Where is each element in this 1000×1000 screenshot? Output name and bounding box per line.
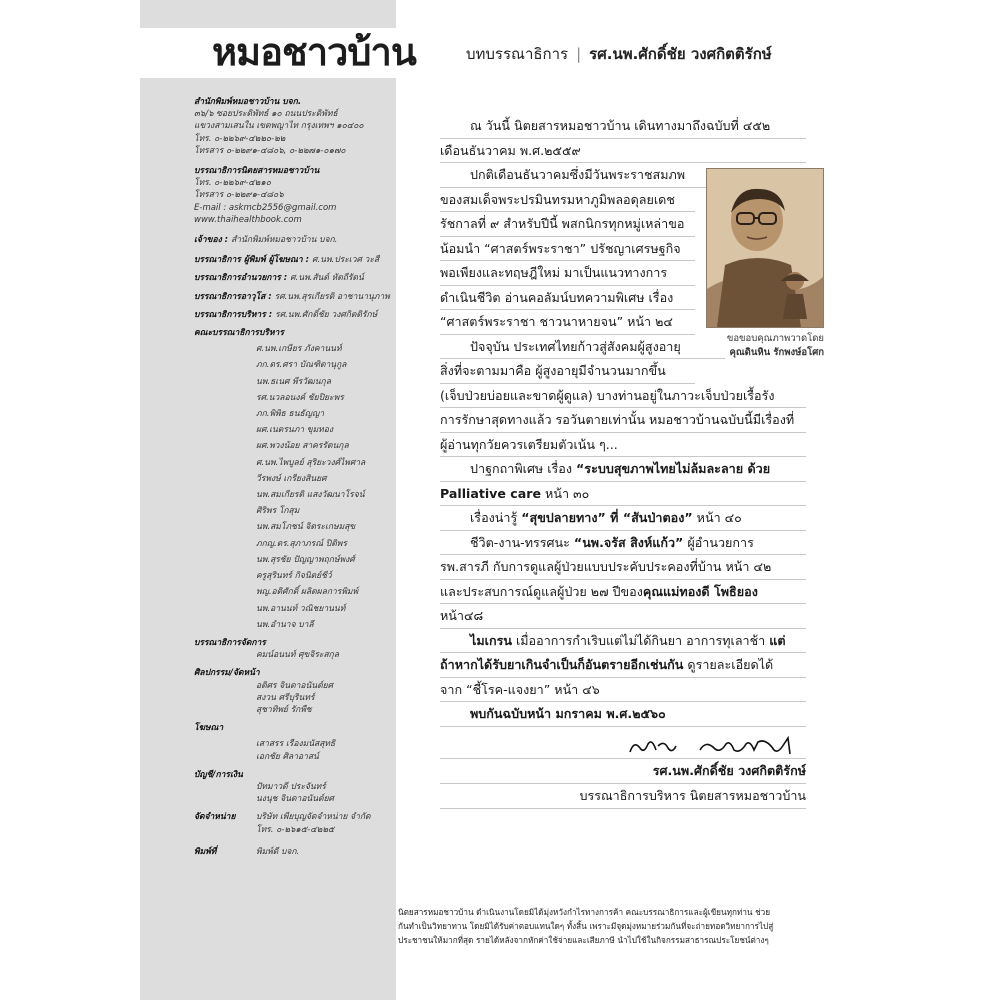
text-run: ปาฐกถาพิเศษ เรื่อง [470,461,577,476]
art-member: อติศร จินดาอนันต์ยศ [256,680,333,691]
role-label: บรรณาธิการบริหาร : [194,309,273,320]
paragraph-line: (เจ็บป่วยบ่อยและขาดผู้ดูแล) บางท่านอยู่ในภาวะเจ็บป่วยเรื้อรัง [440,384,806,409]
publisher-tel: โทร. ๐-๒๒๖๙-๔๒๒๐-๒๒ [194,133,286,144]
portrait-sketch [707,169,823,327]
paragraph-line: เดือนธันวาคม พ.ศ.๒๕๕๙ [440,139,806,164]
board-member: รศ.นวลอนงค์ ชัยปิยะพร [256,392,344,403]
role-row [194,254,394,266]
article-title-highlight: Palliative care [440,485,542,501]
text-run: ผู้อำนวยการ [683,534,754,550]
art-label: ศิลปกรรม/จัดหน้า [194,668,260,679]
signatory-title: บรรณาธิการบริหาร นิตยสารหมอชาวบ้าน [440,784,806,809]
role-value: รศ.นพ.ศักดิ์ชัย วงศกิตติรักษ์ [275,309,378,320]
paragraph-line [440,531,806,556]
footer-line: กันทำเป็นวิทยาทาน โดยมิได้รับค่าตอบแทนใดๆ ทั้งสิ้น เพราะมีจุดมุ่งหมายร่วมกันที่จะถ่ายทอดวิทยาการไปสู่ [398,921,774,931]
board-member: วีรพงษ์ เกรียงสินยศ [256,473,327,484]
header-divider: | [576,45,582,63]
board-member: ภก.ดร.ศรา บัณฑิตานุกูล [256,360,347,371]
board-member: นพ.สุรชัย ปัญญาพฤกษ์พงศ์ [256,554,355,565]
art-member: สงวน ศรีบุรินทร์ [256,692,315,703]
office-fax: โทรสาร ๐-๒๒๙๑-๔๘๐๖ [194,190,284,201]
board-member: ศิริพร โกสุม [256,506,300,517]
office-tel: โทร. ๐-๒๒๖๙-๔๒๑๐ [194,178,271,189]
masthead [194,96,394,858]
article-title-highlight: ไมเกรน [470,632,512,648]
role-row [194,272,394,284]
paragraph-line: ของสมเด็จพระปรมินทรมหาภูมิพลอดุลยเดช [440,188,695,213]
distribution-label: จัดจำหน่าย [194,812,236,823]
closing-line: พบกันฉบับหน้า มกราคม พ.ศ.๒๕๖๐ [440,702,806,727]
article-title-highlight: ถ้าหากได้รับยาเกินจำเป็นก็อันตรายอีกเช่นกัน [440,657,684,672]
publisher-address: แขวงสามเสนใน เขตพญาไท กรุงเทพฯ ๑๐๔๐๐ [194,121,364,132]
article-title-highlight: คุณแม่ทองดี โพธิยอง [642,583,758,599]
paragraph-line: รัชกาลที่ ๙ สำหรับปีนี้ พสกนิกรทุกหมู่เหล่าขอ [440,212,695,237]
paragraph-line: ผู้อ่านทุกวัยควรเตรียมตัวเน้น ๆ... [440,433,806,458]
footer-note [398,905,810,947]
publisher-fax: โทรสาร ๐-๒๒๙๑-๔๘๐๖, ๐-๒๒๗๑-๐๑๗๐ [194,145,346,156]
board-member: นพ.ธเนศ พีรวัฒนกุล [256,376,331,387]
distribution-value: บริษัท เพียบุญจัดจำหน่าย จำกัด [256,812,371,823]
board-member: นพ.สมเกียรติ แสงวัฒนาโรจน์ [256,490,365,501]
caption-credit: ขอขอบคุณภาพวาดโดย [726,333,824,344]
footer-line: นิตยสารหมอชาวบ้าน ดำเนินงานโดยมิได้มุ่งหวังกำไรทางการค้า คณะบรรณาธิการและผู้เขียนทุกท่าน ช่วย [398,907,771,917]
paragraph-line [440,653,806,678]
role-value: ศ.นพ.สันต์ หัตถีรัตน์ [290,273,364,284]
editorial-author: รศ.นพ.ศักดิ์ชัย วงศกิตติรักษ์ [589,45,772,63]
art-member: สุชาทิพย์ รักพืช [256,704,312,715]
board-member: ภกญ.ดร.สุภาภรณ์ ปิติพร [256,538,347,549]
role-row [194,291,394,303]
text-run: และประสบการณ์ดูแลผู้ป่วย ๒๗ ปีของ [440,583,643,599]
caption-artist: คุณดินหิน รักพงษ์อโศก [729,347,824,358]
footer-line: ประชาชนให้มากที่สุด รายได้หลังจากหักค่าใช้จ่ายและเสียภาษี นำไปใช้ในกิจกรรมสาธารณประโยชน์ต่างๆ [398,935,769,945]
print-row [194,846,394,858]
paragraph-line: รพ.สารภี กับการดูแลผู้ป่วยแบบประคับประคองที่บ้าน หน้า ๔๒ [440,555,806,580]
paragraph-line: จาก “ชี้โรค-แจงยา” หน้า ๔๖ [440,678,806,703]
managing-value: คมน์อนนท์ ศุขจิระสกุล [256,650,339,661]
paragraph-line: สิ่งที่จะตามมาคือ ผู้สูงอายุมีจำนวนมากขึ้น [440,359,695,384]
paragraph-line: ปกติเดือนธันวาคมซึ่งมีวันพระราชสมภพ [440,163,725,188]
paragraph-line: “ศาสตร์พระราชา ชาวนาหายจน” หน้า ๒๔ [440,310,695,335]
paragraph-line: ณ วันนี้ นิตยสารหมอชาวบ้าน เดินทางมาถึงฉบับที่ ๔๕๒ [440,114,806,139]
publisher-address: ๓๖/๖ ซอยประดิพัทธ์ ๑๐ ถนนประดิพัทธ์ [194,109,338,120]
paragraph-line [440,482,806,507]
editorial-section-label: บทบรรณาธิการ [466,45,569,63]
owner-label: เจ้าของ : [194,235,229,246]
signatory-name: รศ.นพ.ศักดิ์ชัย วงศกิตติรักษ์ [440,759,806,784]
article-title-highlight: “สุขปลายทาง” ที่ “สันป่าตอง” [521,510,693,525]
email-link[interactable]: E-mail : askmcb2556@gmail.com [194,202,337,213]
signature-block [440,732,806,809]
text-run: เมื่ออาการกำเริบแต่ไม่ได้กินยา อาการทุเลาช้า [511,632,770,648]
paragraph-line [440,457,806,482]
distribution-row [194,811,394,823]
role-label: บรรณาธิการอำนวยการ : [194,273,288,284]
board-member: นพ.อานนท์ วณิชยานนท์ [256,603,346,614]
text-run: แต่ [769,632,786,648]
distribution-tel: โทร. ๐-๒๖๑๕-๔๒๒๕ [256,824,335,835]
website-link[interactable]: www.thaihealthbook.com [194,214,302,225]
ads-member: เสาสรร เรืองมนัสสุทธิ [256,739,336,750]
publisher-block [194,96,394,157]
managing-label: บรรณาธิการจัดการ [194,637,266,648]
paragraph-line: ดำเนินชีวิต อ่านคอลัมน์บทความพิเศษ เรื่อง [440,286,695,311]
ads-member: เอกชัย ศิลาอาสน์ [256,751,319,762]
print-value: พิมพ์ดี บจก. [256,846,300,857]
board-member: ผศ.เนตรนภา ขุมทอง [256,425,334,436]
board-member: นพ.สมโภชน์ จิตระเกษมสุข [256,522,356,533]
role-value: ศ.นพ.ประเวศ วะสี [312,255,380,266]
board-member: ศ.นพ.เกษียร ภังคานนท์ [256,344,342,355]
board-member: ภก.พิพิธ ธนธัญญา [256,409,324,420]
paragraph-line [440,580,806,605]
article-title-highlight: “ระบบสุขภาพไทยไม่ล้มละลาย ด้วย [576,461,771,476]
paragraph-line: น้อมนำ “ศาสตร์พระราชา” ปรัชญาเศรษฐกิจ [440,237,695,262]
paragraph-line [440,506,806,531]
office-heading: บรรณาธิการนิตยสารหมอชาวบ้าน [194,166,320,177]
role-label: บรรณาธิการ ผู้พิมพ์ ผู้โฆษณา : [194,255,310,266]
text-run: ดูรายละเอียดได้ [683,657,774,672]
board-member: ศ.นพ.ไพบูลย์ สุริยะวงศ์ไพศาล [256,457,366,468]
magazine-title: หมอชาวบ้าน [212,30,416,74]
office-block [194,165,394,226]
board-list [194,343,394,631]
role-value: รศ.นพ.สุรเกียรติ อาชานานุภาพ [274,291,390,302]
page-ref: หน้า ๔๐ [692,510,742,525]
paragraph-line: หน้า๔๘ [440,604,806,629]
text-run: เรื่องน่ารู้ [470,510,522,525]
ads-label: โฆษณา [194,723,224,734]
photo-caption [696,332,824,360]
paragraph-line [440,629,806,654]
paragraph-line: พอเพียงและทฤษฎีใหม่ มาเป็นแนวทางการ [440,261,695,286]
print-label: พิมพ์ที่ [194,846,217,857]
role-label: บรรณาธิการอาวุโส : [194,291,272,302]
owner-row [194,234,394,246]
role-row [194,309,394,321]
text-run: ชีวิต-งาน-ทรรศนะ [470,534,574,550]
accounting-member: นงนุช จินดาอนันต์ยศ [256,794,334,805]
page-ref: หน้า ๓๐ [541,485,590,501]
publisher-name: สำนักพิมพ์หมอชาวบ้าน บจก. [194,97,302,107]
paragraph-line: ปัจจุบัน ประเทศไทยก้าวสู่สังคมผู้สูงอายุ [440,335,725,360]
paragraph-line: การรักษาสุดทางแล้ว รอวันตายเท่านั้น หมอชาวบ้านฉบับนี้มีเรื่องที่ [440,408,806,433]
accounting-label: บัญชี/การเงิน [194,769,243,780]
board-member: นพ.อำนาจ บาลี [256,619,314,630]
owner-value: สำนักพิมพ์หมอชาวบ้าน บจก. [231,235,338,246]
board-member: ครูสุรินทร์ กิจนิตย์ชีว์ [256,571,332,582]
board-heading: คณะบรรณาธิการบริหาร [194,328,284,339]
accounting-member: ปัทมาวดี ประจันทร์ [256,781,326,792]
editorial-header [466,42,772,66]
handwritten-signature [626,734,806,760]
board-member: พญ.อติศักดิ์ ผลิตผลการพิมพ์ [256,587,359,598]
board-member: ผศ.พวงน้อย สาครรัตนกุล [256,441,349,452]
article-title-highlight: “นพ.จรัส สิงห์แก้ว” [573,534,684,550]
king-portrait-drawing [706,168,824,328]
